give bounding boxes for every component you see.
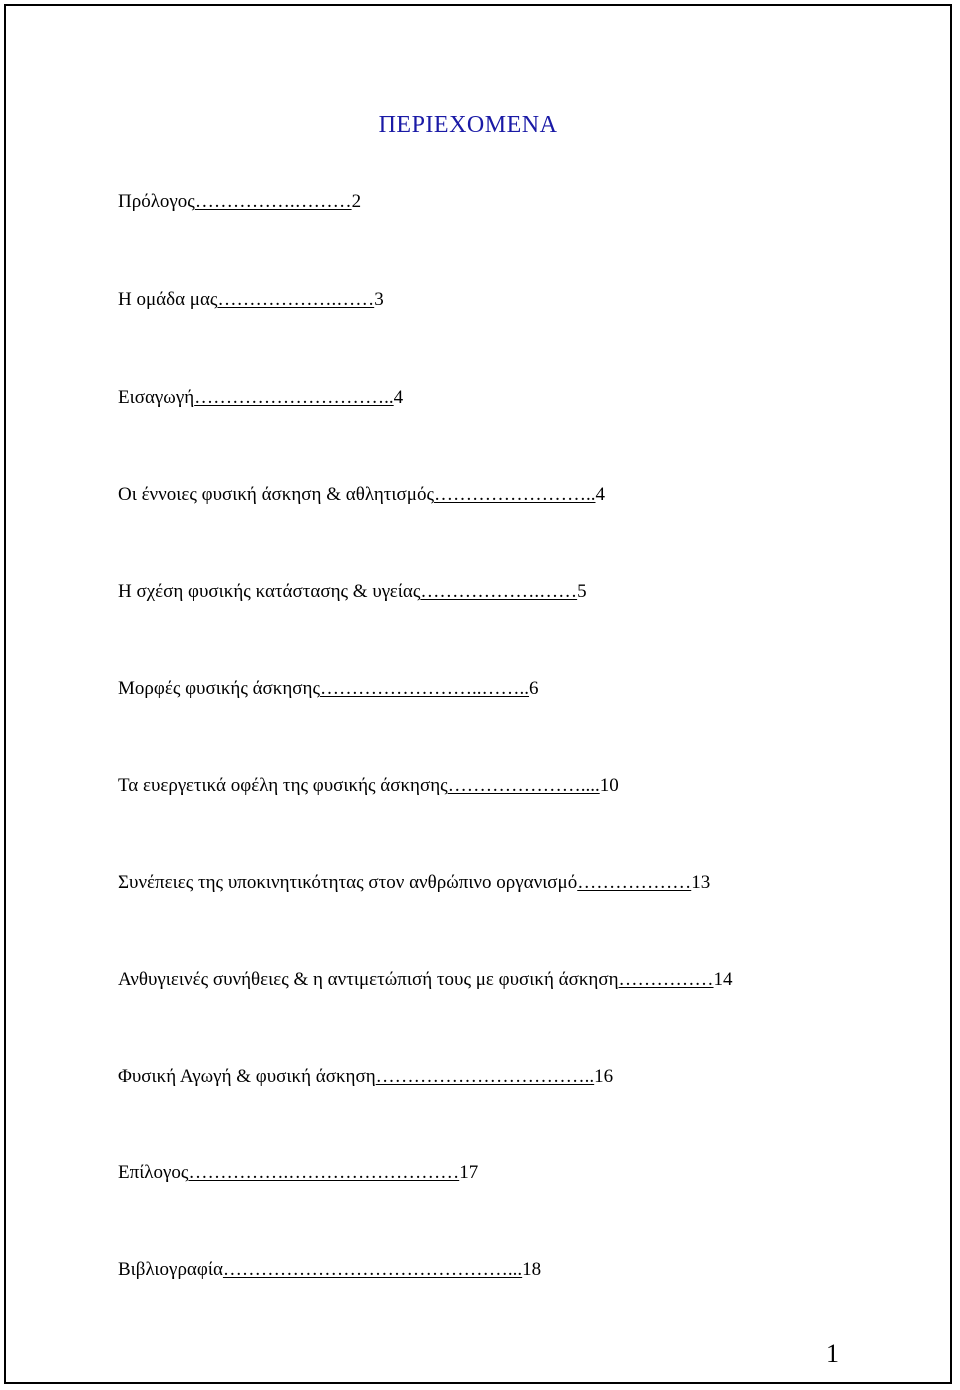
toc-entry-label: Εισαγωγή [118,387,195,408]
toc-entry-page: 5 [577,581,587,602]
toc-entry-label: Τα ευεργετικά οφέλη της φυσικής άσκησης [118,775,448,796]
toc-leader-dots: ………………………………………... [222,1259,523,1280]
toc-entry-unhealthy-habits[interactable] [118,968,733,992]
toc-entry-label: Φυσική Αγωγή & φυσική άσκηση [118,1066,376,1087]
toc-entry-label: Επίλογος [118,1162,189,1183]
toc-leader-dots: …………………….. [434,484,596,505]
toc-entry-prologue[interactable] [118,190,361,214]
toc-entry-label: Η σχέση φυσικής κατάστασης & υγείας [118,581,421,602]
toc-entry-page: 10 [599,775,619,796]
toc-entry-label: Η ομάδα μας [118,289,218,310]
toc-entry-page: 4 [393,387,404,408]
toc-leader-dots: …………………………….. [375,1066,595,1087]
toc-entry-fitness-health[interactable] [118,580,587,604]
toc-leader-dots: ………………………….. [194,387,394,408]
toc-entry-page: 16 [594,1066,614,1087]
toc-entry-label: Μορφές φυσικής άσκησης [118,678,321,699]
toc-entry-page: 18 [522,1259,542,1280]
toc-entry-page: 6 [529,678,539,699]
toc-entry-benefits[interactable] [118,774,619,798]
toc-entry-page: 4 [595,484,605,505]
toc-entry-page: 2 [351,191,362,212]
toc-entry-label: Πρόλογος [118,191,195,212]
toc-entry-epilogue[interactable] [118,1161,478,1185]
toc-leader-dots: ……………….…… [420,581,578,602]
toc-leader-dots: …………….……… [194,191,352,212]
toc-leader-dots: ……………………..…….. [320,678,530,699]
toc-entry-page: 3 [374,289,384,310]
toc-entry-concepts[interactable] [118,483,605,507]
toc-entry-forms[interactable] [118,677,539,701]
toc-entry-our-team[interactable] [118,288,384,312]
toc-entry-label: Βιβλιογραφία [118,1259,223,1280]
toc-entry-page: 17 [459,1162,479,1183]
toc-entry-hypokinesia[interactable] [118,871,710,895]
toc-entry-page: 14 [713,969,733,990]
toc-entry-page: 13 [691,872,711,893]
toc-leader-dots: ……………… [577,872,692,893]
toc-entry-label: Οι έννοιες φυσική άσκηση & αθλητισμός [118,484,434,505]
toc-leader-dots: ……………….…… [217,289,375,310]
toc-entry-label: Ανθυγιεινές συνήθειες & η αντιμετώπισή τους με φυσική άσκηση [118,969,619,990]
toc-leader-dots: …………… [618,969,714,990]
toc-title: ΠΕΡΙΕΧΟΜΕΝΑ [378,112,558,138]
toc-entry-introduction[interactable] [118,386,403,410]
toc-leader-dots: …………….……………………… [188,1162,460,1183]
toc-entry-physical-education[interactable] [118,1065,613,1089]
toc-entry-label: Συνέπειες της υποκινητικότητας στον ανθρώπινο οργανισμό [118,872,578,893]
toc-entry-bibliography[interactable] [118,1258,541,1282]
toc-leader-dots: ………………….... [447,775,600,796]
page-number: 1 [826,1339,839,1368]
